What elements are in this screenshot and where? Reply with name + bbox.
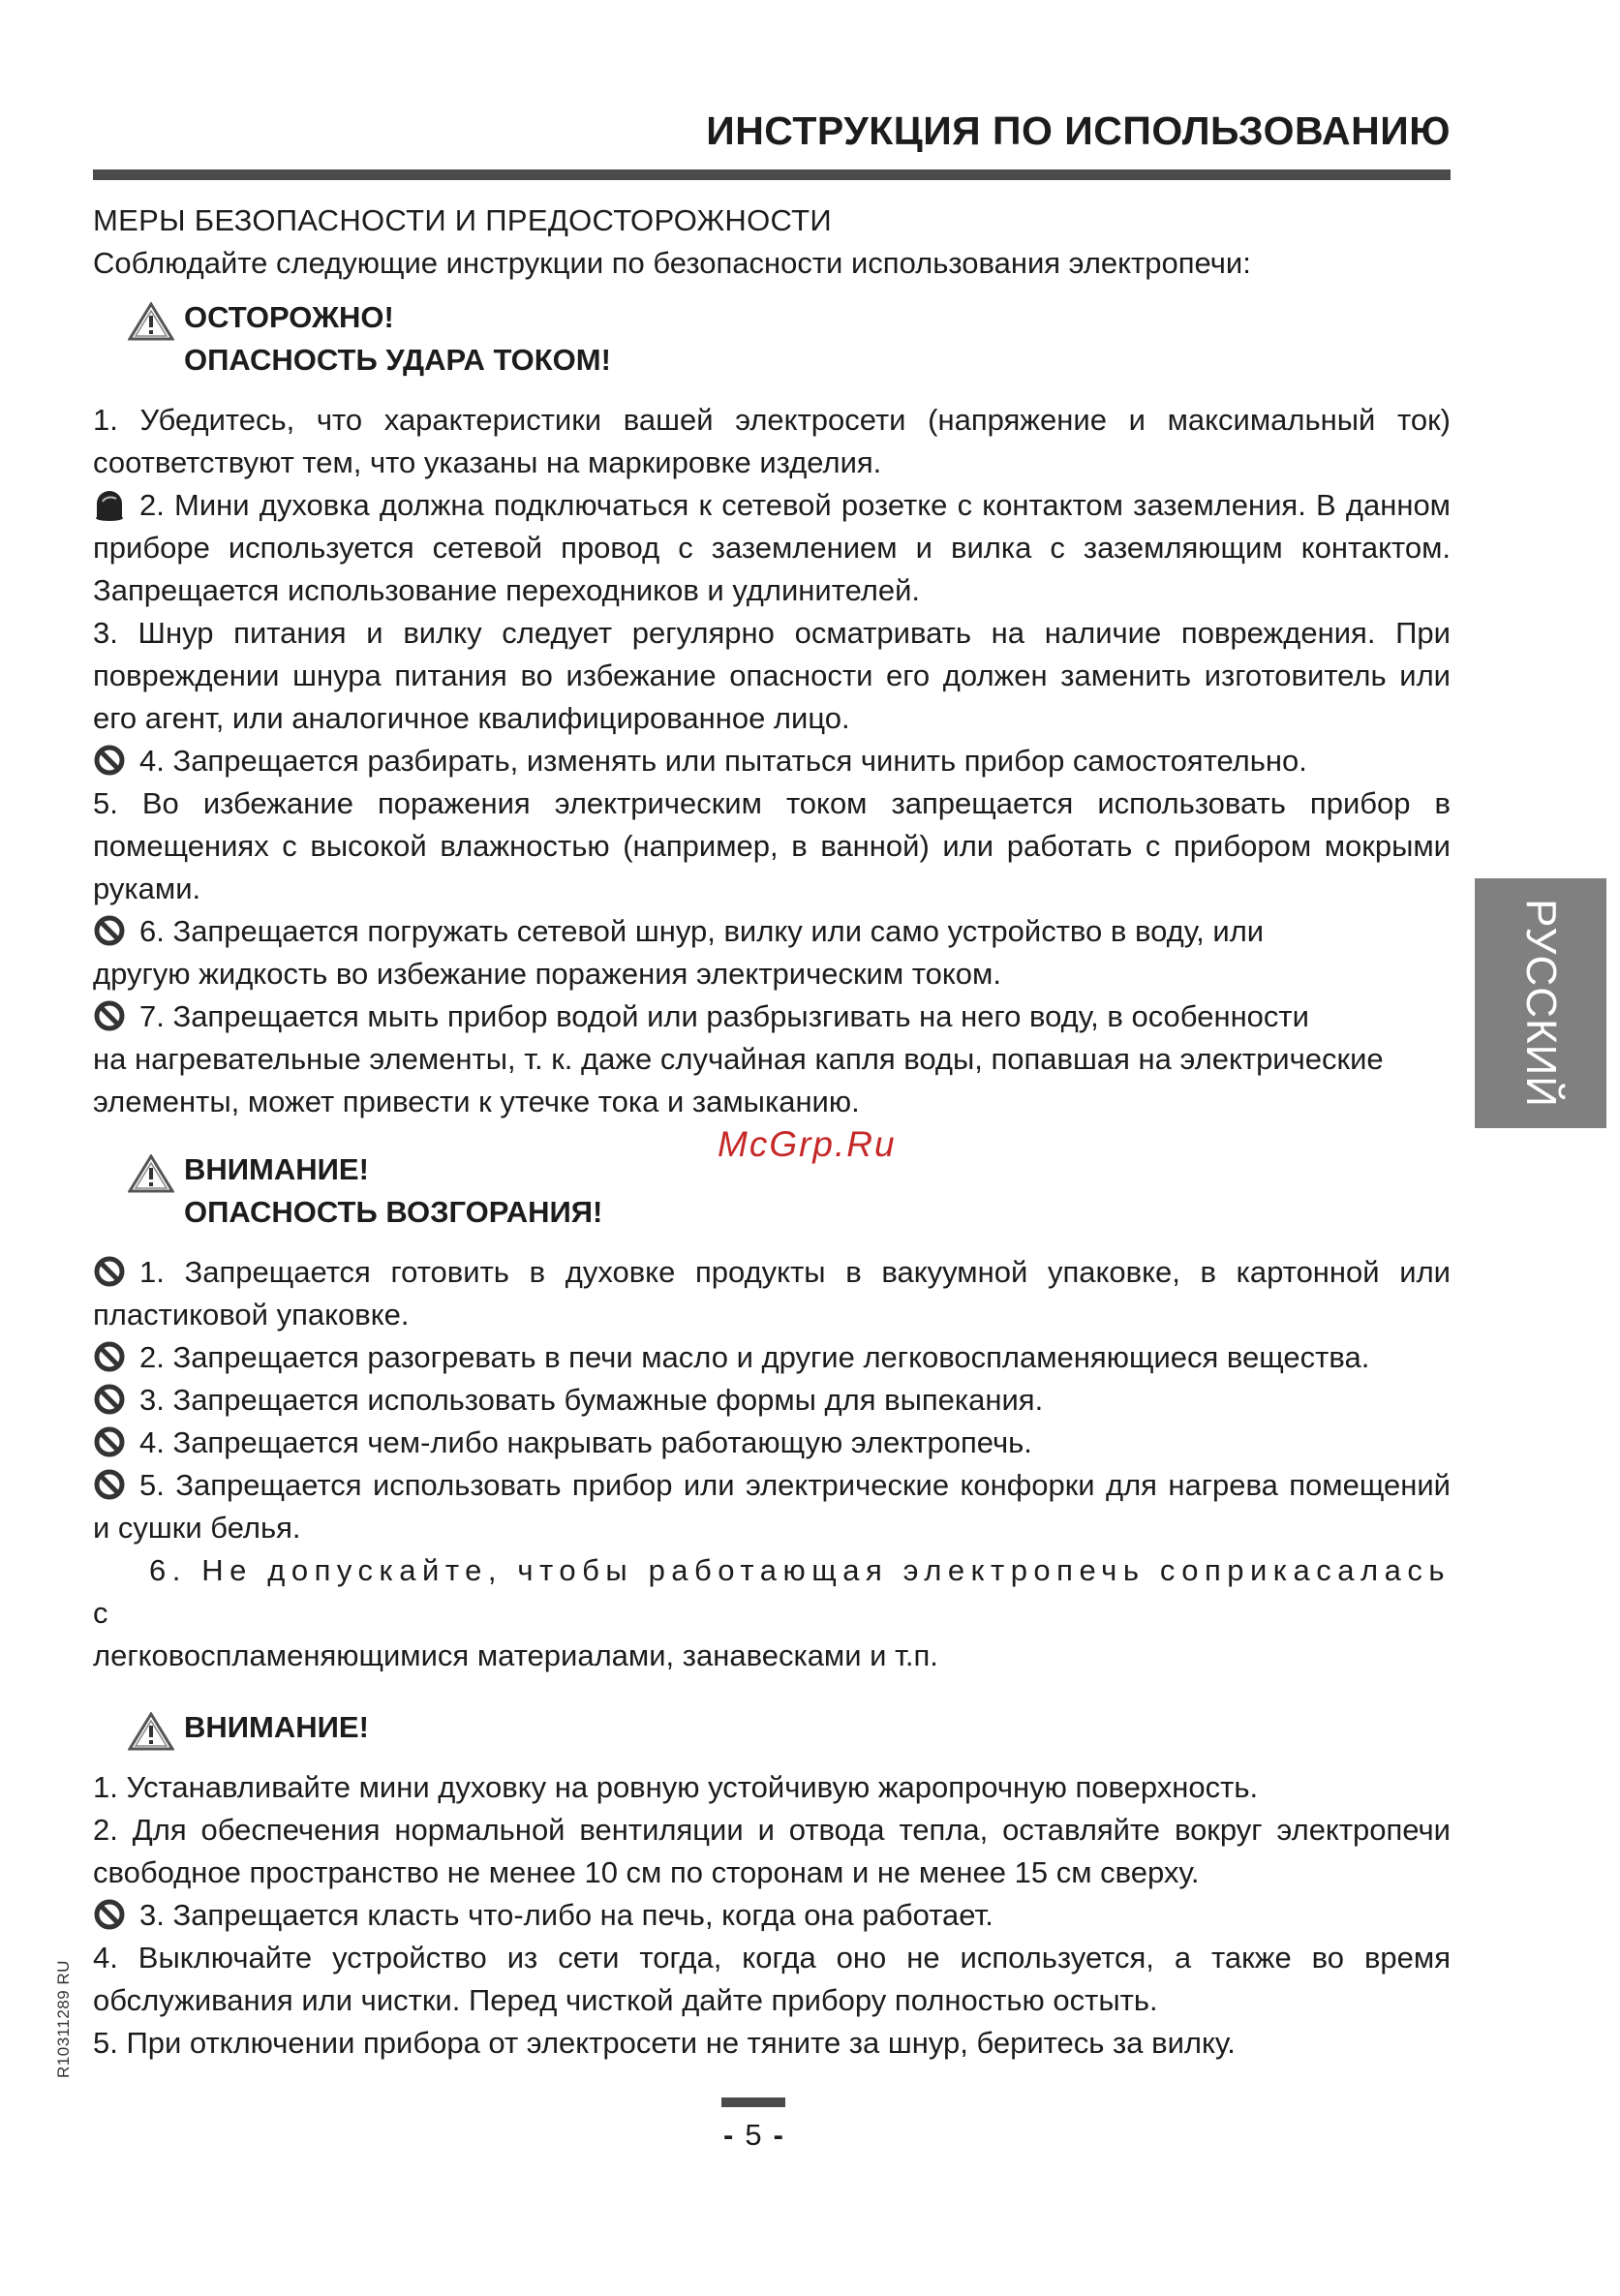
warning-triangle-icon bbox=[128, 1712, 174, 1751]
ground-plug-icon bbox=[93, 488, 126, 521]
warning-item: 6. Запрещается погружать сетевой шнур, вилку или само устройство в воду, или bbox=[93, 910, 1451, 953]
warning-triangle-icon bbox=[128, 302, 174, 341]
document-code: R10311289 RU bbox=[54, 1960, 73, 2078]
header-rule bbox=[93, 169, 1451, 180]
warning-item: 4. Запрещается разбирать, изменять или пытаться чинить прибор самостоятельно. bbox=[93, 740, 1451, 782]
language-tab bbox=[1475, 878, 1606, 1128]
warning-item-continuation: элементы, может привести к утечке тока и замыканию. bbox=[93, 1085, 860, 1118]
section-subtitle: Соблюдайте следующие инструкции по безопасности использования электропечи: bbox=[93, 246, 1251, 280]
warning-item: 1. Запрещается готовить в духовке продукты в вакуумной упаковке, в картонной или пластиковой упаковке. bbox=[93, 1255, 1451, 1332]
warning-title: ВНИМАНИЕ! bbox=[184, 1152, 369, 1186]
warning-item: 4. Выключайте устройство из сети тогда, когда оно не используется, а также во время обслуживания или чистки. Перед чисткой дайте прибору полностью остыть. bbox=[93, 1941, 1451, 2017]
prohibited-icon bbox=[93, 1255, 126, 1288]
warning-item-continuation: на нагревательные элементы, т. к. даже случайная капля воды, попавшая на электрические bbox=[93, 1042, 1384, 1076]
warning-block-general bbox=[93, 1706, 1451, 1749]
prohibited-icon bbox=[93, 1425, 126, 1458]
warning-subtitle: ОПАСНОСТЬ УДАРА ТОКОМ! bbox=[184, 343, 611, 377]
warning-item: 2. Для обеспечения нормальной вентиляции и отвода тепла, оставляйте вокруг электропечи свободное пространство не менее 10 см по сторонам и не менее 15 см сверху. bbox=[93, 1813, 1451, 1889]
section-title: МЕРЫ БЕЗОПАСНОСТИ И ПРЕДОСТОРОЖНОСТИ bbox=[93, 203, 832, 237]
warning-item: 5. Во избежание поражения электрическим током запрещается использовать прибор в помещениях с высокой влажностью (например, в ванной) или работать с прибором мокрыми руками. bbox=[93, 786, 1451, 905]
prohibited-icon bbox=[93, 1468, 126, 1501]
warning-item: 1. Убедитесь, что характеристики вашей электросети (напряжение и максимальный ток) соответствуют тем, что указаны на маркировке изделия. bbox=[93, 403, 1451, 479]
warning-item: 3. Запрещается использовать бумажные формы для выпекания. bbox=[93, 1379, 1451, 1422]
prohibited-icon bbox=[93, 914, 126, 947]
prohibited-icon bbox=[93, 1898, 126, 1931]
warning-title: ВНИМАНИЕ! bbox=[184, 1710, 369, 1744]
prohibited-icon bbox=[93, 1383, 126, 1416]
prohibited-icon bbox=[93, 999, 126, 1032]
warning-item: 2. Запрещается разогревать в печи масло и другие легковоспламеняющиеся вещества. bbox=[93, 1336, 1451, 1379]
warning-item: 6. Не допускайте, чтобы работающая электропечь соприкасалась с bbox=[93, 1553, 1451, 1630]
warning-subtitle: ОПАСНОСТЬ ВОЗГОРАНИЯ! bbox=[184, 1195, 603, 1229]
warning-title: ОСТОРОЖНО! bbox=[184, 300, 394, 334]
warning-block-electric bbox=[93, 296, 1451, 382]
language-tab-label: РУССКИЙ bbox=[1517, 899, 1565, 1108]
warning-item: 1. Устанавливайте мини духовку на ровную устойчивую жаропрочную поверхность. bbox=[93, 1770, 1259, 1804]
page-number-rule bbox=[721, 2097, 785, 2107]
warning-item: 5. Запрещается использовать прибор или электрические конфорки для нагрева помещений и сушки белья. bbox=[93, 1468, 1451, 1545]
page-number: - 5 - bbox=[723, 2118, 783, 2152]
warning-item: 3. Шнур питания и вилку следует регулярно осматривать на наличие повреждения. При повреждении шнура питания во избежание опасности его должен заменить изготовитель или его агент, или аналогичное квалифицированное лицо. bbox=[93, 616, 1451, 735]
warning-item: 4. Запрещается чем-либо накрывать работающую электропечь. bbox=[93, 1422, 1451, 1464]
prohibited-icon bbox=[93, 1340, 126, 1373]
warning-item-continuation: другую жидкость во избежание поражения электрическим током. bbox=[93, 957, 1001, 991]
warning-item: 7. Запрещается мыть прибор водой или разбрызгивать на него воду, в особенности bbox=[93, 995, 1451, 1038]
warning-item: 3. Запрещается класть что-либо на печь, когда она работает. bbox=[93, 1894, 1451, 1937]
watermark: McGrp.Ru bbox=[718, 1124, 897, 1164]
warning-item: 5. При отключении прибора от электросети не тяните за шнур, беритесь за вилку. bbox=[93, 2026, 1236, 2060]
warning-item-continuation: легковоспламеняющимися материалами, занавесками и т.п. bbox=[93, 1638, 938, 1672]
page-title: ИНСТРУКЦИЯ ПО ИСПОЛЬЗОВАНИЮ bbox=[706, 108, 1451, 153]
warning-triangle-icon bbox=[128, 1154, 174, 1193]
prohibited-icon bbox=[93, 744, 126, 777]
warning-item: 2. Мини духовка должна подключаться к сетевой розетке с контактом заземления. В данном приборе используется сетевой провод с заземлением и вилка с заземляющим контактом. Запрещается использование переходников и удлинителей. bbox=[93, 488, 1451, 607]
